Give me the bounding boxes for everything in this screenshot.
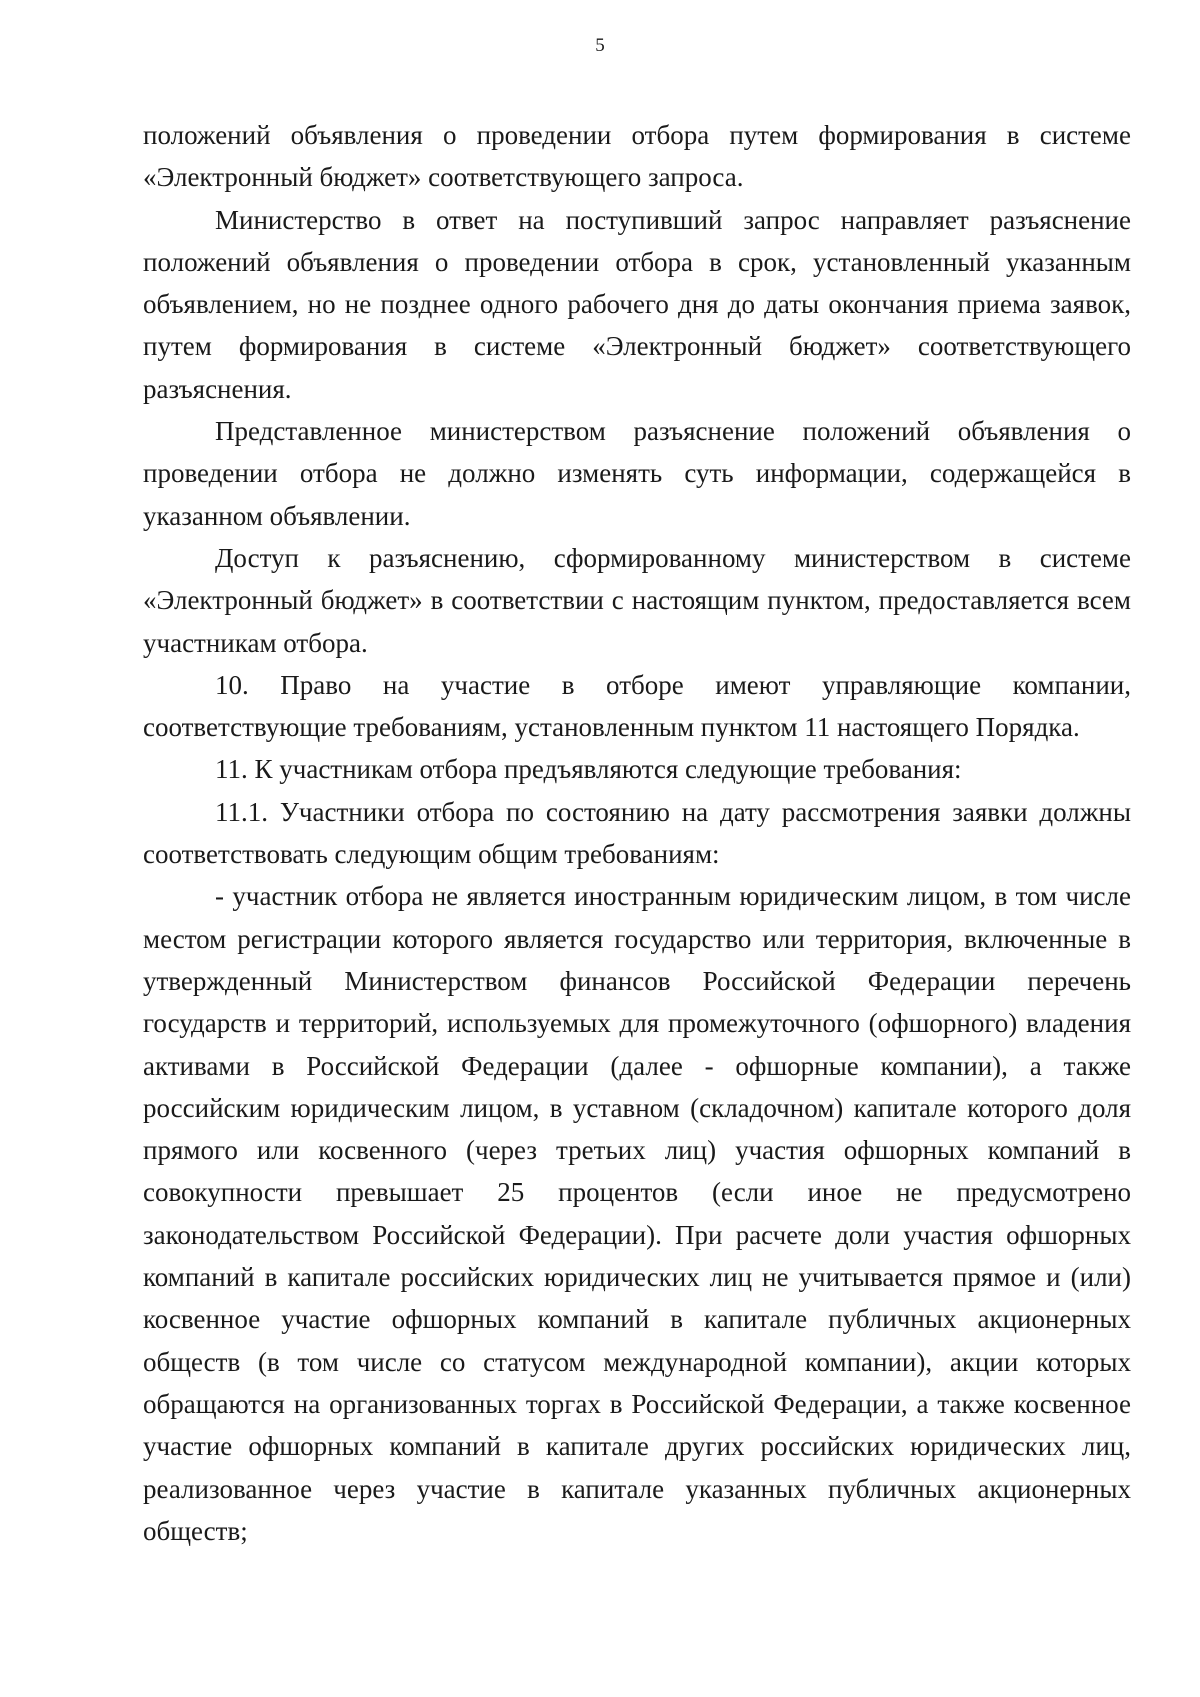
paragraph-3: Представленное министерством разъяснение положений объявления о проведении отбора не должно изменять суть информации, содержащейся в указанном объявлении. <box>143 416 1131 531</box>
paragraph-6: 11. К участникам отбора предъявляются следующие требования: <box>215 754 962 785</box>
paragraph-2: Министерство в ответ на поступивший запрос направляет разъяснение положений объявления о проведении отбора в срок, установленный указанным объявлением, но не позднее одного рабочего дня до даты окончания приема заявок, путем формирования в системе «Электронный бюджет» соответствующего разъяснения. <box>143 204 1131 404</box>
paragraph-1: положений объявления о проведении отбора путем формирования в системе «Электронный бюджет» соответствующего запроса. <box>143 120 1131 193</box>
page-number: 5 <box>595 35 605 56</box>
paragraph-4: Доступ к разъяснению, сформированному министерством в системе «Электронный бюджет» в соответствии с настоящим пунктом, предоставляется всем участникам отбора. <box>143 542 1131 658</box>
paragraph-5: 10. Право на участие в отборе имеют управляющие компании, соответствующие требованиям, установленным пунктом 11 настоящего Порядка. <box>143 669 1131 743</box>
paragraph-7: 11.1. Участники отбора по состоянию на дату рассмотрения заявки должны соответствовать следующим общим требованиям: <box>143 796 1131 870</box>
document-body <box>143 114 1131 1552</box>
paragraph-8: - участник отбора не является иностранным юридическим лицом, в том числе местом регистрации которого является государство или территория, включенные в утвержденный Министерством финансов Российской Федерации перечень государств и территорий, используемых для промежуточного (офшорного) владения активами в Российской Федерации (далее - офшорные компании), а также российским юридическим лицом, в уставном (складочном) капитале которого доля прямого или косвенного (через третьих лиц) участия офшорных компаний в совокупности превышает 25 процентов (если иное не предусмотрено законодательством Российской Федерации). При расчете доли участия офшорных компаний в капитале российских юридических лиц не учитывается прямое и (или) косвенное участие офшорных компаний в капитале публичных акционерных обществ (в том числе со статусом международной компании), акции которых обращаются на организованных торгах в Российской Федерации, а также косвенное участие офшорных компаний в капитале других российских юридических лиц, реализованное через участие в капитале указанных публичных акционерных обществ; <box>143 881 1131 1546</box>
